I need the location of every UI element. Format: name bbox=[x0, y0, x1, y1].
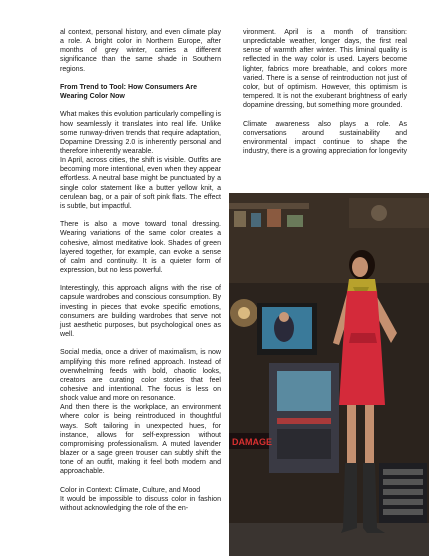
paragraph: Interestingly, this approach aligns with the rise of capsule wardrobes and conscious consumption. By investing in pieces that evoke specific emotions, consumers are building wardrobes that serve not just aesthetic purposes, but psychological ones as well. bbox=[60, 285, 221, 339]
paragraph: Climate awareness also plays a role. As conversations around sustainability and environmental impact continue to shape the industry, there is a growing appreciation for longevity bbox=[243, 120, 407, 156]
section-heading: From Trend to Tool: How Consumers Are Wearing Color Now bbox=[60, 83, 198, 101]
paragraph: al context, personal history, and even climate play a role. A bright color in Northern Europe, after months of grey winter, carries a different significance than the same shade in Southern regions. bbox=[60, 29, 221, 73]
photo-illustration bbox=[229, 193, 429, 556]
right-column bbox=[243, 28, 407, 156]
damage-sign: DAMAGE bbox=[232, 437, 272, 447]
paragraph: Social media, once a driver of maximalism, is now amplifying this more refined approach. Instead of overwhelming feeds with bold, chaotic looks, creators are curating color stories that feel cohesive and intentional. The focus is less on shock value and more on resonance. bbox=[60, 349, 221, 403]
paragraph: What makes this evolution particularly compelling is how seamlessly it translates into real life. Unlike some runway-driven trends that require adaptation, Dopamine Dressing 2.0 is inherently personal and therefore inherently wearable. bbox=[60, 111, 221, 155]
paragraph: It would be impossible to discuss color in fashion without acknowledging the role of the en- bbox=[60, 495, 221, 513]
paragraph: And then there is the workplace, an environment where color is being reintroduced in thoughtful ways. Soft tailoring in unexpected hues, for instance, allows for self-expression without compromising professionalism. A muted lavender blazer or a sage green trouser can subtly shift the tone of an outfit, making it feel both modern and approachable. bbox=[60, 404, 221, 476]
paragraph: There is also a move toward tonal dressing. Wearing variations of the same color creates a cohesive, almost meditative look. Shades of green layered together, for example, can evoke a sense of calm and continuity. It is a quieter form of expression, but no less powerful. bbox=[60, 221, 221, 275]
paragraph: In April, across cities, the shift is visible. Outfits are becoming more intentional, even when they appear effortless. A neutral base might be punctuated by a single color statement like a butter yellow knit, a cerulean bag, or a pair of soft pink flats. The effect is subtle, but impactful. bbox=[60, 157, 221, 210]
subheading: Color in Context: Climate, Culture, and Mood bbox=[60, 486, 201, 494]
left-column bbox=[60, 28, 221, 513]
paragraph: vironment. April is a month of transition: unpredictable weather, longer days, the first real sense of warmth after winter. This liminal quality is reflected in the way color is used. Layers become lighter, fabrics more breathable, and colors more varied. There is a sense of reintroduction not just of color, but of optimism. However, this optimism is tempered. It is not the exuberant brightness of early dopamine dressing, but something more grounded. bbox=[243, 29, 407, 110]
fashion-photo bbox=[229, 193, 429, 556]
